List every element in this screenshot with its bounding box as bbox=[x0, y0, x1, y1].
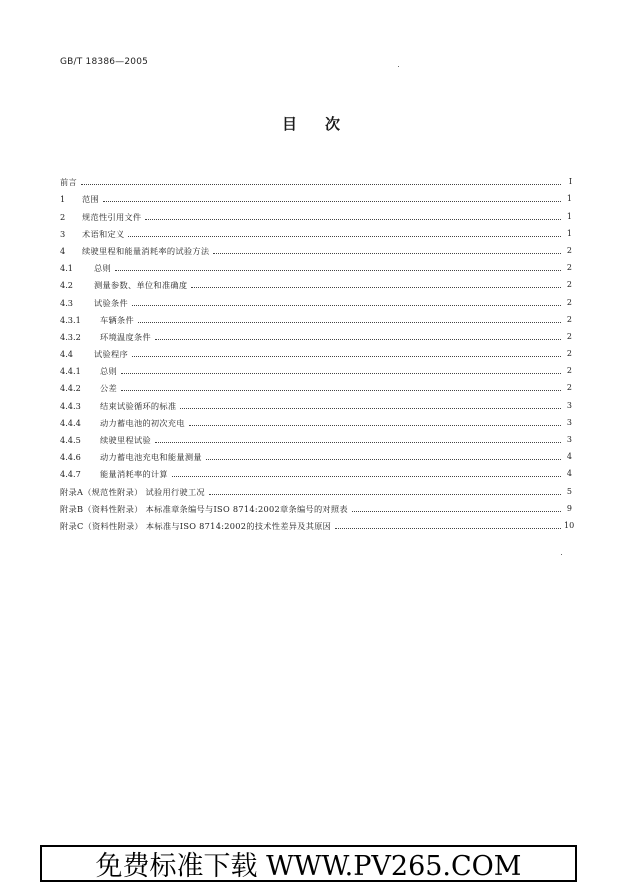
toc-leader-dots bbox=[172, 475, 561, 477]
toc-entry[interactable] bbox=[60, 239, 572, 256]
toc-entry-number: 4.4.6 bbox=[60, 452, 81, 463]
toc-entry-page: 4 bbox=[566, 452, 572, 462]
toc-entry-page: 2 bbox=[566, 366, 572, 376]
toc-entry-number: 4 bbox=[60, 245, 66, 256]
toc-entry-number: 4.3.2 bbox=[60, 331, 81, 342]
toc-entry-number: 4.1 bbox=[60, 263, 74, 274]
page-title: 目次 bbox=[281, 115, 368, 133]
toc-entry-number: 4.4.4 bbox=[60, 417, 81, 428]
toc-entry-label: 环境温度条件 bbox=[100, 331, 151, 342]
toc-leader-dots bbox=[81, 183, 561, 185]
toc-entry-label: 续驶里程和能量消耗率的试验方法 bbox=[82, 245, 210, 256]
toc-leader-dots bbox=[145, 218, 561, 220]
toc-entry-label: 总则 bbox=[94, 263, 111, 274]
toc-entry-page: 2 bbox=[566, 383, 572, 393]
toc-entry[interactable] bbox=[60, 497, 572, 514]
toc-entry-page: 1 bbox=[566, 194, 572, 204]
table-of-contents bbox=[60, 170, 575, 531]
toc-entry-label: 动力蓄电池充电和能量测量 bbox=[100, 452, 202, 463]
toc-entry-label: 能量消耗率的计算 bbox=[100, 469, 168, 480]
toc-entry[interactable] bbox=[60, 342, 572, 359]
toc-leader-dots bbox=[132, 304, 561, 306]
toc-entry-label: 动力蓄电池的初次充电 bbox=[100, 417, 185, 428]
scan-speck bbox=[398, 66, 399, 67]
toc-entry[interactable] bbox=[60, 445, 572, 462]
toc-entry-label: 附录B（资料性附录） 本标准章条编号与ISO 8714:2002章条编号的对照表 bbox=[60, 503, 348, 514]
toc-entry[interactable] bbox=[60, 479, 572, 496]
toc-entry-label: 前言 bbox=[60, 177, 77, 188]
toc-entry[interactable] bbox=[60, 308, 572, 325]
toc-entry-number: 4.3 bbox=[60, 297, 74, 308]
toc-entry-page: 1 bbox=[566, 211, 572, 221]
toc-leader-dots bbox=[132, 355, 561, 357]
toc-entry[interactable] bbox=[60, 428, 572, 445]
toc-entry-label: 结束试验循环的标准 bbox=[100, 400, 177, 411]
toc-entry-label: 术语和定义 bbox=[82, 228, 125, 239]
toc-leader-dots bbox=[138, 321, 561, 323]
toc-entry-page: 3 bbox=[566, 400, 572, 410]
toc-entry-page: 1 bbox=[566, 228, 572, 238]
toc-entry-page: 10 bbox=[564, 520, 575, 530]
toc-entry-label: 总则 bbox=[100, 366, 117, 377]
toc-entry[interactable] bbox=[60, 290, 572, 307]
toc-entry-label: 公差 bbox=[100, 383, 117, 394]
toc-entry-number: 3 bbox=[60, 228, 66, 239]
toc-entry[interactable] bbox=[60, 462, 572, 479]
toc-entry-label: 试验程序 bbox=[94, 349, 128, 360]
toc-entry[interactable] bbox=[60, 393, 572, 410]
toc-entry-label: 车辆条件 bbox=[100, 314, 134, 325]
toc-entry[interactable] bbox=[60, 273, 572, 290]
toc-entry[interactable] bbox=[60, 256, 572, 273]
toc-entry-number: 4.4.1 bbox=[60, 366, 81, 377]
toc-entry-label: 试验条件 bbox=[94, 297, 128, 308]
toc-entry-page: 3 bbox=[566, 435, 572, 444]
toc-entry-label: 测量参数、单位和准确度 bbox=[94, 280, 188, 291]
toc-entry[interactable] bbox=[60, 514, 575, 531]
toc-entry-page: 2 bbox=[566, 280, 572, 290]
toc-entry[interactable] bbox=[60, 359, 572, 376]
toc-leader-dots bbox=[352, 510, 561, 512]
toc-entry-page: 2 bbox=[566, 331, 572, 341]
toc-entry-page: 2 bbox=[566, 314, 572, 324]
toc-entry-label: 续驶里程试验 bbox=[100, 435, 151, 445]
toc-leader-dots bbox=[335, 527, 561, 529]
toc-entry-page: 2 bbox=[566, 245, 572, 255]
scan-speck bbox=[561, 554, 562, 555]
watermark-banner bbox=[40, 845, 577, 882]
toc-entry-page: 2 bbox=[566, 297, 572, 307]
toc-entry[interactable] bbox=[60, 411, 572, 428]
toc-entry-number: 2 bbox=[60, 211, 66, 222]
toc-leader-dots bbox=[180, 407, 561, 409]
toc-entry[interactable] bbox=[60, 222, 572, 239]
toc-leader-dots bbox=[121, 389, 561, 391]
toc-entry-page: 2 bbox=[566, 349, 572, 359]
toc-entry-page: I bbox=[568, 177, 572, 187]
toc-leader-dots bbox=[155, 441, 561, 443]
toc-entry[interactable] bbox=[60, 376, 572, 393]
toc-leader-dots bbox=[128, 235, 561, 237]
toc-entry-page: 3 bbox=[566, 417, 572, 427]
toc-leader-dots bbox=[213, 252, 561, 254]
toc-entry-page: 2 bbox=[566, 263, 572, 273]
toc-leader-dots bbox=[155, 338, 561, 340]
toc-leader-dots bbox=[191, 286, 561, 288]
watermark-text: 免费标准下载 WWW.PV265.COM bbox=[95, 851, 522, 882]
toc-leader-dots bbox=[103, 200, 561, 202]
toc-entry-number: 1 bbox=[60, 194, 66, 205]
toc-entry[interactable] bbox=[60, 204, 572, 221]
toc-entry-number: 4.4.3 bbox=[60, 400, 81, 411]
toc-entry-number: 4.3.1 bbox=[60, 314, 81, 325]
toc-entry-number: 4.4.2 bbox=[60, 383, 81, 394]
toc-leader-dots bbox=[209, 493, 561, 495]
toc-entry-label: 规范性引用文件 bbox=[82, 211, 142, 222]
toc-leader-dots bbox=[115, 269, 561, 271]
toc-leader-dots bbox=[189, 424, 561, 426]
toc-entry[interactable] bbox=[60, 170, 572, 187]
toc-entry-label: 范围 bbox=[82, 194, 99, 205]
toc-entry[interactable] bbox=[60, 187, 572, 204]
toc-entry[interactable] bbox=[60, 325, 572, 342]
toc-leader-dots bbox=[206, 458, 561, 460]
toc-entry-number: 4.4.7 bbox=[60, 469, 81, 480]
toc-entry-page: 4 bbox=[566, 469, 572, 479]
toc-leader-dots bbox=[121, 372, 561, 374]
toc-entry-label: 附录C（资料性附录） 本标准与ISO 8714:2002的技术性差异及其原因 bbox=[60, 520, 332, 531]
toc-entry-number: 4.2 bbox=[60, 280, 74, 291]
toc-entry-number: 4.4.5 bbox=[60, 435, 81, 445]
standard-code: GB/T 18386—2005 bbox=[60, 57, 149, 67]
toc-entry-page: 9 bbox=[566, 503, 572, 513]
toc-entry-label: 附录A（规范性附录） 试验用行驶工况 bbox=[60, 486, 205, 497]
toc-entry-number: 4.4 bbox=[60, 349, 74, 360]
toc-entry-page: 5 bbox=[566, 486, 572, 496]
